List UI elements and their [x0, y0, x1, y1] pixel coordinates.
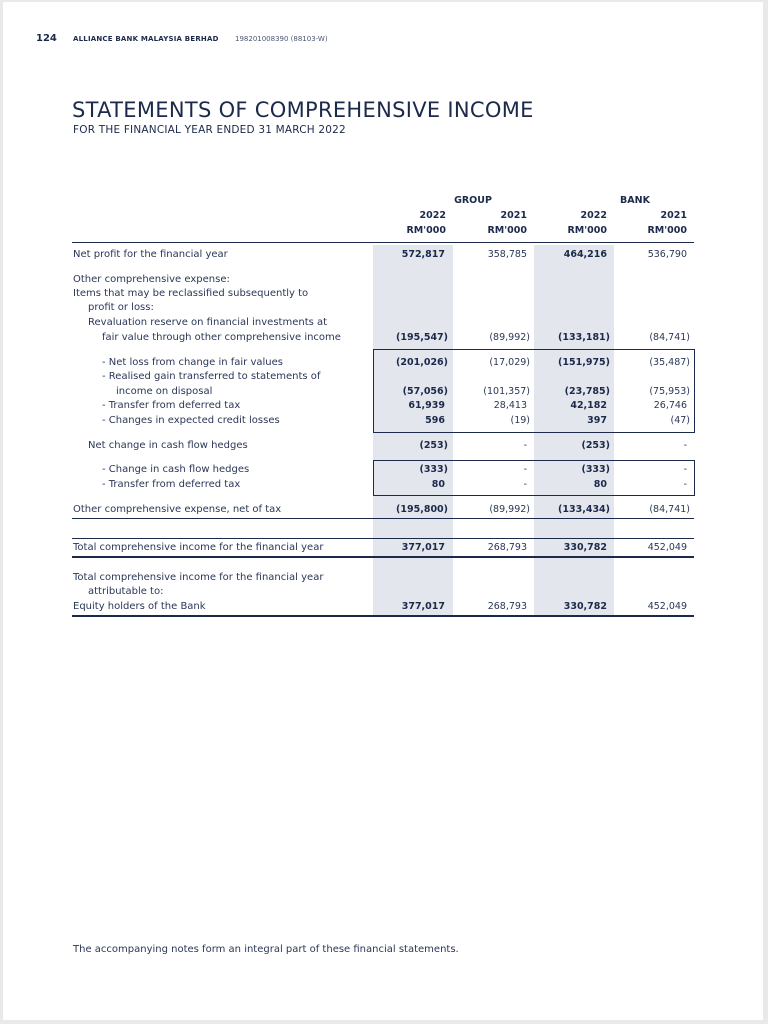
cell-value: (47) [670, 415, 690, 426]
cell-value: - [523, 464, 527, 475]
column-header-group-2021 [447, 208, 527, 238]
column-year: 2021 [660, 210, 687, 221]
row-label: Net profit for the financial year [73, 249, 228, 260]
row-label: - Change in cash flow hedges [102, 464, 250, 475]
cell-value: (84,741) [649, 332, 690, 343]
column-header-group-2022 [366, 208, 446, 238]
row-label: profit or loss: [88, 302, 154, 313]
cell-value: (89,992) [489, 332, 530, 343]
cell-value: (84,741) [649, 504, 690, 515]
row-label: - Changes in expected credit losses [102, 415, 280, 426]
page-title: STATEMENTS OF COMPREHENSIVE INCOME [72, 98, 534, 122]
cell-value: 330,782 [563, 542, 607, 553]
cell-value: (151,975) [558, 357, 610, 368]
cell-value: - [523, 479, 527, 490]
cell-value: (253) [581, 440, 610, 451]
column-unit: RM'000 [647, 225, 687, 236]
column-year: 2022 [580, 210, 607, 221]
row-label: income on disposal [116, 386, 213, 397]
cell-value: 397 [587, 415, 607, 426]
cell-value: (133,434) [558, 504, 610, 515]
cell-value: 268,793 [487, 601, 527, 612]
row-label: - Net loss from change in fair values [102, 357, 283, 368]
cell-value: - [683, 440, 687, 451]
cell-value: 572,817 [401, 249, 445, 260]
subtotal-rule [72, 518, 694, 519]
cell-value: 26,746 [653, 400, 687, 411]
row-label: - Realised gain transferred to statements of [102, 371, 321, 382]
cell-value: (89,992) [489, 504, 530, 515]
page-subtitle: FOR THE FINANCIAL YEAR ENDED 31 MARCH 2022 [73, 124, 346, 136]
row-label: Items that may be reclassified subsequently to [73, 288, 309, 299]
cell-value: 596 [425, 415, 445, 426]
cell-value: (23,785) [564, 386, 610, 397]
cell-value: 452,049 [647, 542, 687, 553]
column-header-bank-2021 [607, 208, 687, 238]
column-year: 2022 [419, 210, 446, 221]
cell-value: 80 [431, 479, 445, 490]
cell-value: (195,547) [396, 332, 448, 343]
row-label: Other comprehensive expense: [73, 274, 230, 285]
footnote: The accompanying notes form an integral part of these financial statements. [73, 944, 459, 955]
cell-value: 42,182 [570, 400, 607, 411]
row-label: - Transfer from deferred tax [102, 400, 241, 411]
cell-value: 330,782 [563, 601, 607, 612]
column-unit: RM'000 [567, 225, 607, 236]
cell-value: 452,049 [647, 601, 687, 612]
cell-value: (195,800) [396, 504, 448, 515]
cell-value: 464,216 [563, 249, 607, 260]
cell-value: (57,056) [402, 386, 448, 397]
header-rule [72, 242, 694, 243]
cell-value: (333) [581, 464, 610, 475]
company-name: ALLIANCE BANK MALAYSIA BERHAD [73, 35, 219, 43]
cell-value: (253) [419, 440, 448, 451]
cell-value: 536,790 [647, 249, 687, 260]
row-label: Revaluation reserve on financial investments at [88, 317, 328, 328]
row-label: Net change in cash flow hedges [88, 440, 248, 451]
column-year: 2021 [500, 210, 527, 221]
cell-value: (19) [510, 415, 530, 426]
registration-number: 198201008390 (88103-W) [235, 35, 328, 43]
column-unit: RM'000 [406, 225, 446, 236]
cell-value: 377,017 [401, 601, 445, 612]
cell-value: (35,487) [649, 357, 690, 368]
cell-value: (333) [419, 464, 448, 475]
cell-value: (133,181) [558, 332, 610, 343]
cell-value: 61,939 [408, 400, 445, 411]
total-top-rule [72, 538, 694, 539]
cell-value: 28,413 [493, 400, 527, 411]
row-label: fair value through other comprehensive income [102, 332, 341, 343]
row-label: Equity holders of the Bank [73, 601, 206, 612]
column-header-bank-2022 [527, 208, 607, 238]
row-label: Other comprehensive expense, net of tax [73, 504, 282, 515]
bank-header: BANK [620, 195, 650, 206]
row-label: attributable to: [88, 586, 164, 597]
cell-value: - [523, 440, 527, 451]
cell-value: - [683, 479, 687, 490]
row-label: Total comprehensive income for the financial year [73, 572, 324, 583]
cell-value: 80 [593, 479, 607, 490]
cell-value: (75,953) [649, 386, 690, 397]
cell-value: - [683, 464, 687, 475]
row-label: - Transfer from deferred tax [102, 479, 241, 490]
cell-value: 377,017 [401, 542, 445, 553]
column-unit: RM'000 [487, 225, 527, 236]
page-number: 124 [36, 33, 57, 44]
cell-value: (17,029) [489, 357, 530, 368]
cell-value: (101,357) [483, 386, 530, 397]
cell-value: 358,785 [487, 249, 527, 260]
total-bottom-rule [72, 556, 694, 558]
cell-value: 268,793 [487, 542, 527, 553]
cell-value: (201,026) [396, 357, 448, 368]
row-label: Total comprehensive income for the financial year [73, 542, 324, 553]
group-header: GROUP [454, 195, 492, 206]
attributable-bottom-rule [72, 615, 694, 617]
